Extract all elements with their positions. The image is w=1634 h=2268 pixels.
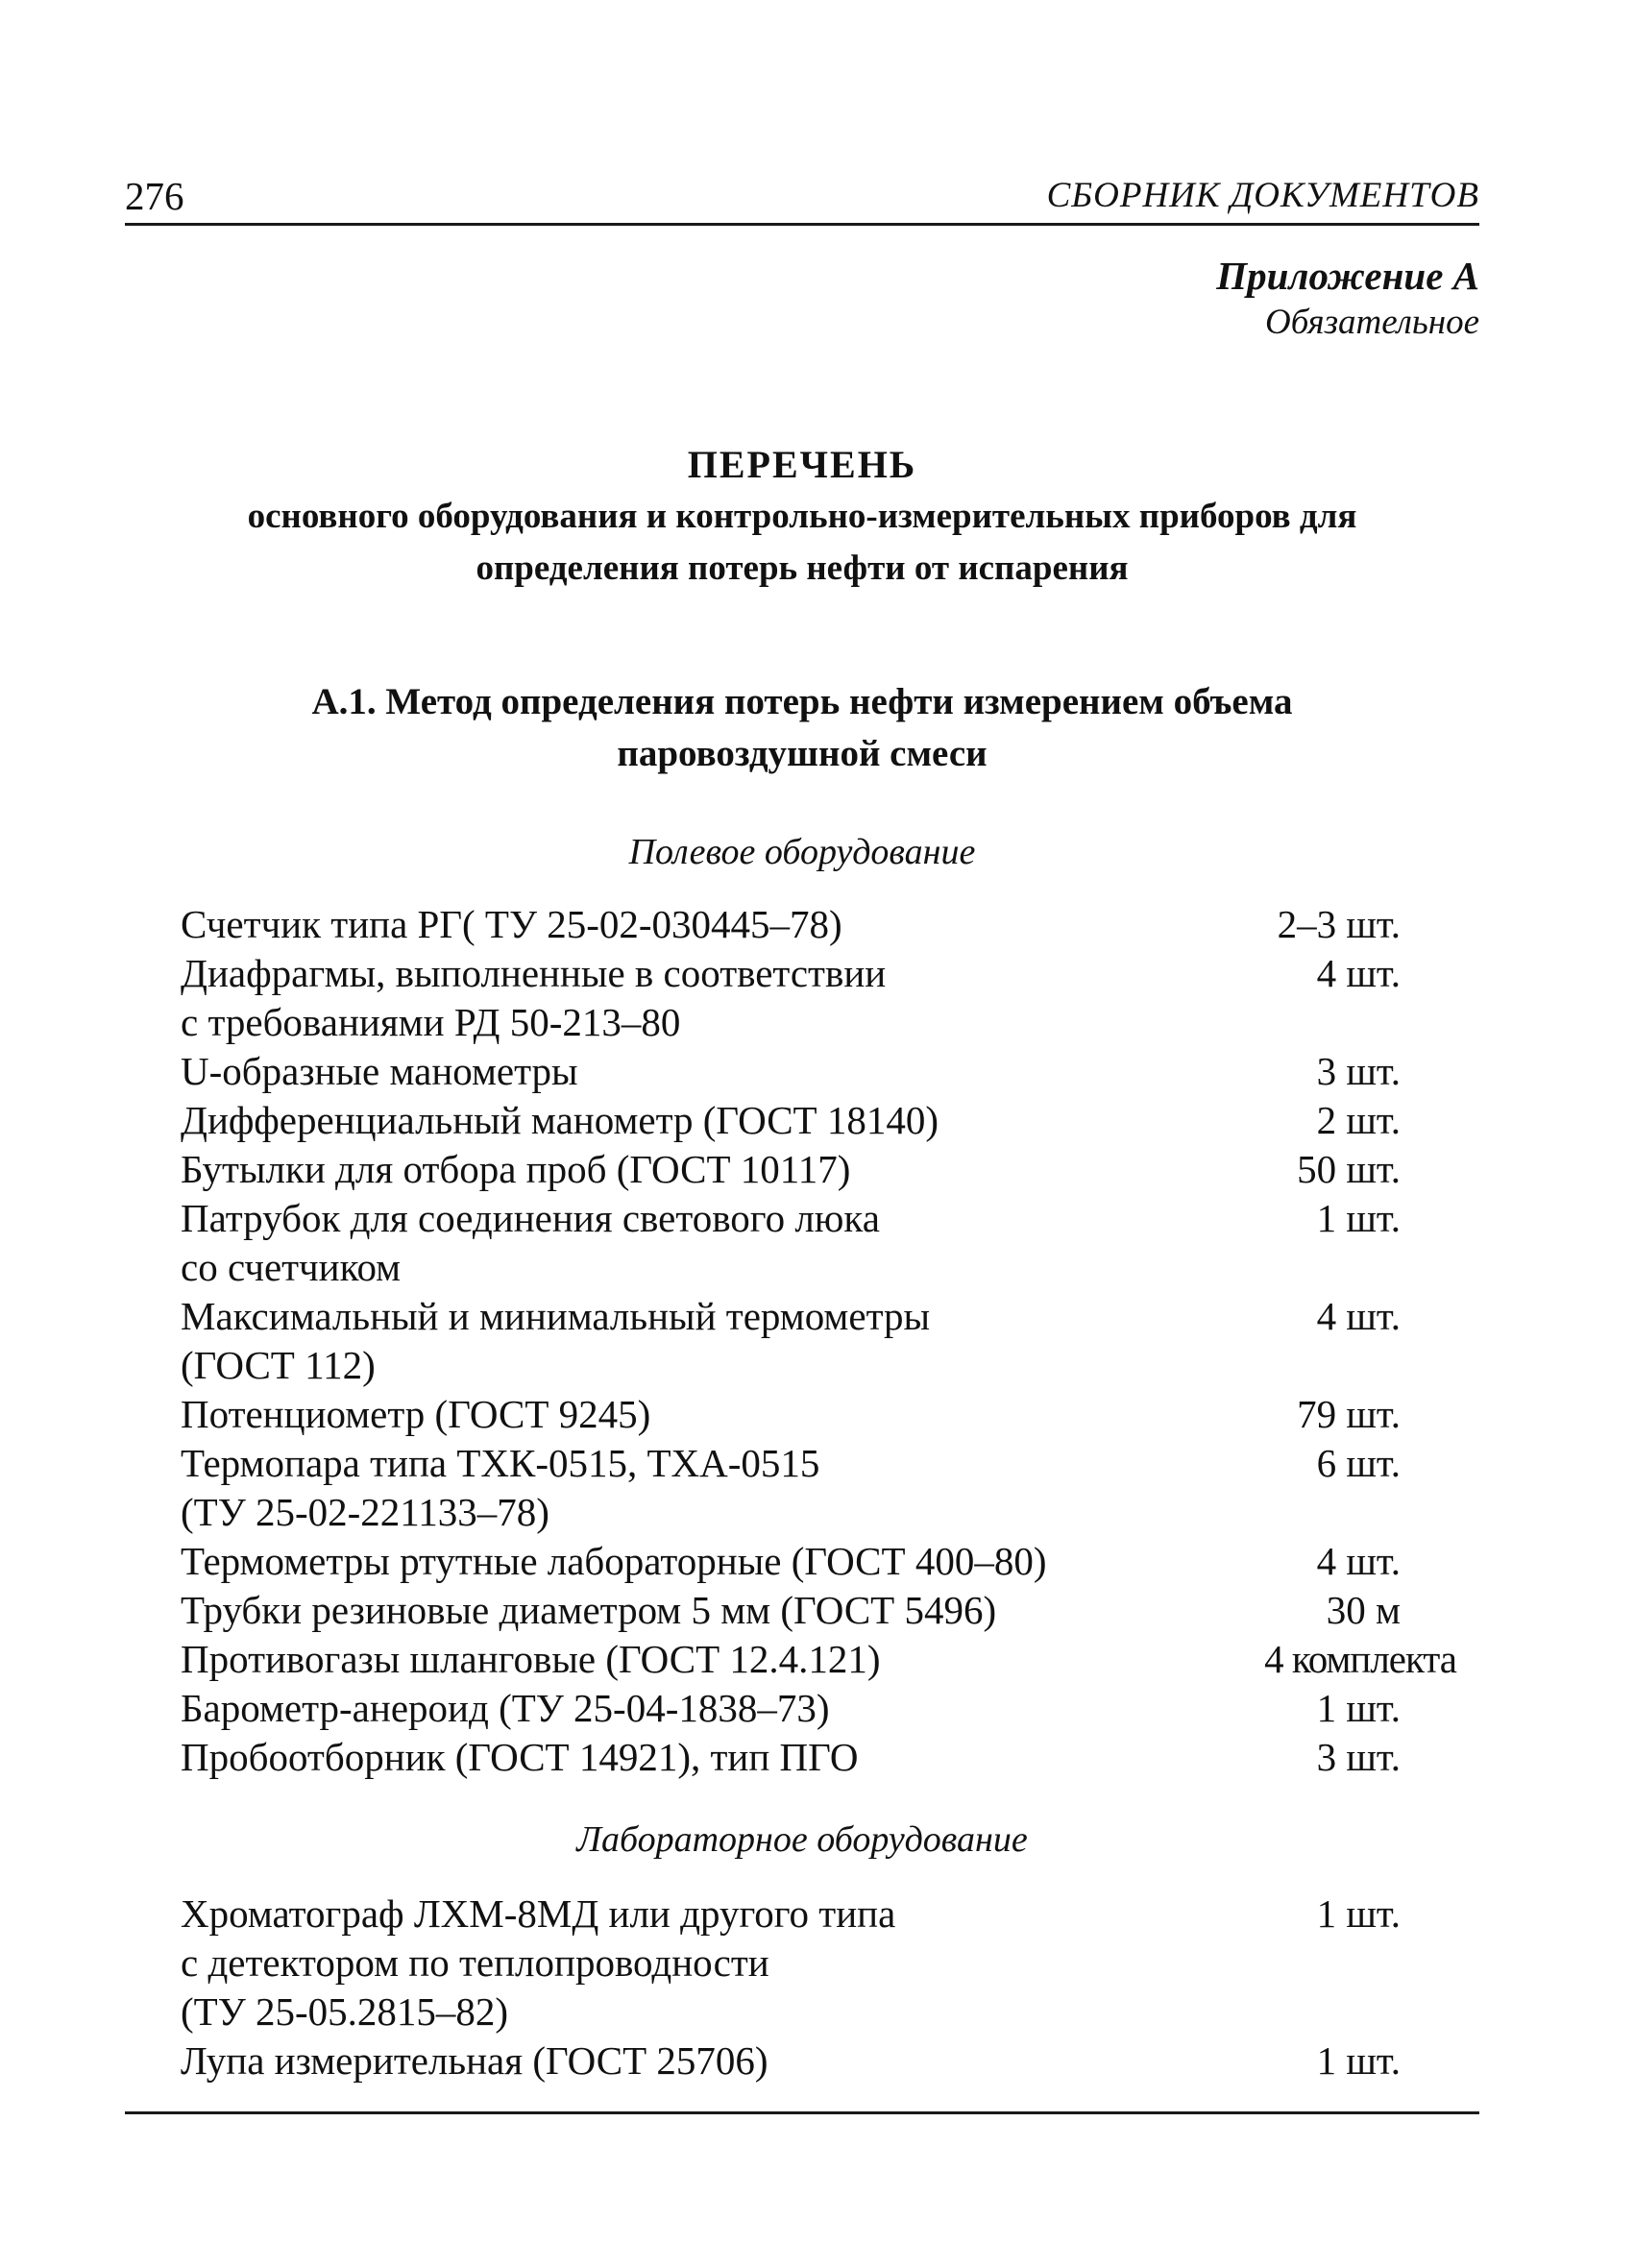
- document-subtitle-line-1: основного оборудования и контрольно-измерительных приборов для: [247, 497, 1357, 536]
- equipment-item: Бутылки для отбора проб (ГОСТ 10117) 50 шт.: [181, 1145, 1479, 1194]
- equipment-name: с требованиями РД 50-213–80: [181, 1000, 681, 1044]
- equipment-name: Противогазы шланговые (ГОСТ 12.4.121): [181, 1637, 881, 1681]
- equipment-item: Счетчик типа РГ( ТУ 25-02-030445–78) 2–3 шт.: [181, 900, 1479, 949]
- equipment-item-continuation: [181, 1939, 1479, 1988]
- section-heading-line-1: А.1. Метод определения потерь нефти измерением объема: [311, 681, 1293, 722]
- equipment-item: Потенциометр (ГОСТ 9245) 79 шт.: [181, 1390, 1479, 1439]
- equipment-name: (ТУ 25-05.2815–82): [181, 1989, 509, 2034]
- document-title: ПЕРЕЧЕНЬ: [687, 443, 917, 486]
- equipment-item: Противогазы шланговые (ГОСТ 12.4.121) 4 комплекта: [181, 1635, 1479, 1684]
- equipment-item: Хроматограф ЛХМ-8МД или другого типа 1 шт.: [181, 1890, 1479, 1939]
- equipment-item: Максимальный и минимальный термометры 4 шт.: [181, 1292, 1479, 1341]
- equipment-name: Барометр-анероид (ТУ 25-04-1838–73): [181, 1686, 830, 1730]
- equipment-name: (ТУ 25-02-221133–78): [181, 1490, 549, 1534]
- footer-divider: [125, 2111, 1479, 2114]
- equipment-name: Дифференциальный манометр (ГОСТ 18140): [181, 1098, 939, 1142]
- page-number: 276: [125, 174, 184, 218]
- equipment-name: Трубки резиновые диаметром 5 мм (ГОСТ 5496): [181, 1588, 997, 1632]
- equipment-name: со счетчиком: [181, 1245, 402, 1289]
- equipment-item-continuation: [181, 1488, 1479, 1537]
- equipment-item: Лупа измерительная (ГОСТ 25706) 1 шт.: [181, 2036, 1479, 2085]
- equipment-item: Термопара типа ТХК-0515, ТХА-0515 6 шт.: [181, 1439, 1479, 1488]
- equipment-name: (ГОСТ 112): [181, 1343, 376, 1387]
- equipment-name: Бутылки для отбора проб (ГОСТ 10117): [181, 1147, 851, 1191]
- equipment-item: Дифференциальный манометр (ГОСТ 18140) 2 шт.: [181, 1096, 1479, 1145]
- lab-equipment-list: [181, 1890, 1479, 2085]
- equipment-name: Диафрагмы, выполненные в соответствии: [181, 951, 887, 995]
- equipment-item-continuation: [181, 1988, 1479, 2036]
- running-title: СБОРНИК ДОКУМЕНТОВ: [1046, 176, 1479, 215]
- equipment-item: Диафрагмы, выполненные в соответствии 4 шт.: [181, 949, 1479, 998]
- field-equipment-heading: Полевое оборудование: [628, 832, 976, 872]
- equipment-item-continuation: [181, 1243, 1479, 1292]
- equipment-item: Барометр-анероид (ТУ 25-04-1838–73) 1 шт.: [181, 1684, 1479, 1733]
- equipment-name: Термометры ртутные лабораторные (ГОСТ 400–80): [181, 1539, 1047, 1583]
- equipment-name: Пробоотборник (ГОСТ 14921), тип ПГО: [181, 1735, 859, 1779]
- page-header: [125, 163, 1479, 223]
- document-subtitle-line-2: определения потерь нефти от испарения: [476, 549, 1129, 588]
- equipment-name: Лупа измерительная (ГОСТ 25706): [181, 2038, 768, 2083]
- equipment-item: Термометры ртутные лабораторные (ГОСТ 400–80) 4 шт.: [181, 1537, 1479, 1586]
- header-divider: [125, 223, 1479, 226]
- appendix-status: Обязательное: [1264, 303, 1479, 342]
- section-heading-line-2: паровоздушной смеси: [617, 733, 988, 774]
- equipment-item-continuation: [181, 998, 1479, 1047]
- equipment-name: Счетчик типа РГ( ТУ 25-02-030445–78): [181, 902, 842, 946]
- appendix-title: Приложение А: [1216, 254, 1479, 298]
- equipment-name: U-образные манометры: [181, 1049, 578, 1093]
- equipment-name: Термопара типа ТХК-0515, ТХА-0515: [181, 1441, 820, 1485]
- lab-equipment-heading: Лабораторное оборудование: [576, 1819, 1028, 1860]
- equipment-name: Потенциометр (ГОСТ 9245): [181, 1392, 651, 1436]
- equipment-item: Патрубок для соединения светового люка 1 шт.: [181, 1194, 1479, 1243]
- equipment-name: Хроматограф ЛХМ-8МД или другого типа: [181, 1891, 896, 1936]
- equipment-item: U-образные манометры 3 шт.: [181, 1047, 1479, 1096]
- appendix-label: [1216, 252, 1479, 346]
- equipment-name: с детектором по теплопроводности: [181, 1940, 769, 1985]
- equipment-item: Трубки резиновые диаметром 5 мм (ГОСТ 5496) 30 м: [181, 1586, 1479, 1635]
- equipment-name: Патрубок для соединения светового люка: [181, 1196, 880, 1240]
- equipment-item: Пробоотборник (ГОСТ 14921), тип ПГО 3 шт.: [181, 1733, 1479, 1782]
- equipment-item-continuation: [181, 1341, 1479, 1390]
- equipment-name: Максимальный и минимальный термометры: [181, 1294, 931, 1338]
- field-equipment-list: [181, 900, 1479, 1782]
